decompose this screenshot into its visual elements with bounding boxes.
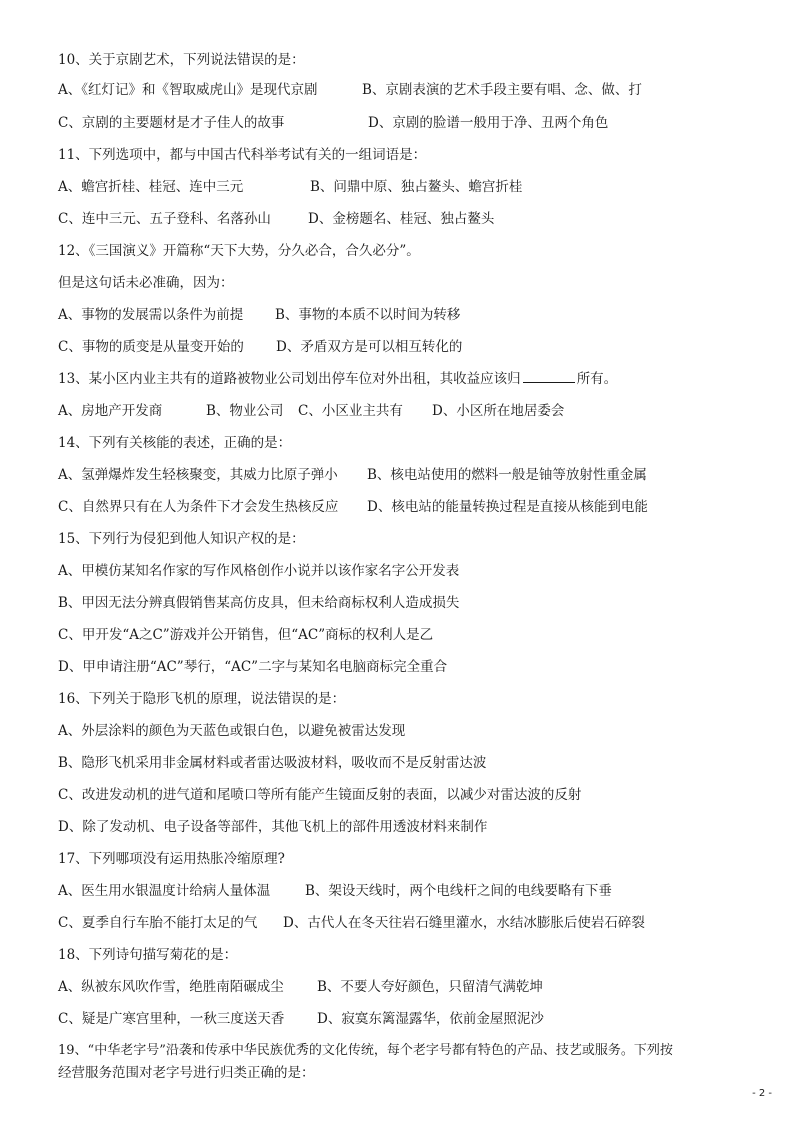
- question-10-option-c: C、京剧的主要题材是才子佳人的故事: [58, 115, 285, 131]
- question-12-option-c: C、事物的质变是从量变开始的: [58, 339, 244, 355]
- question-14-stem: 14、下列有关核能的表述，正确的是：: [58, 435, 292, 451]
- question-18-option-c: C、疑是广寒宫里种，一秋三度送天香: [58, 1011, 285, 1027]
- question-14-option-a: A、氢弹爆炸发生轻核聚变，其威力比原子弹小: [58, 467, 338, 483]
- question-12-stem: 12、《三国演义》开篇称“天下大势，分久必合，合久必分”。: [58, 243, 420, 259]
- question-15-option-a: A、甲模仿某知名作家的写作风格创作小说并以该作家名字公开发表: [58, 563, 460, 579]
- question-13-stem-before: 13、某小区内业主共有的道路被物业公司划出停车位对外出租，其收益应该归: [58, 371, 521, 387]
- question-15-option-b: B、甲因无法分辨真假销售某高仿皮具，但未给商标权利人造成损失: [58, 595, 460, 611]
- question-13-stem: [58, 370, 617, 388]
- question-13-option-b: B、物业公司: [206, 403, 284, 419]
- question-16-option-c: C、改进发动机的进气道和尾喷口等所有能产生镜面反射的表面，以减少对雷达波的反射: [58, 787, 582, 803]
- question-13-stem-after: 所有。: [576, 371, 618, 387]
- question-10-stem: 10、关于京剧艺术，下列说法错误的是：: [58, 52, 305, 68]
- question-18-option-a: A、纵被东风吹作雪，绝胜南陌碾成尘: [58, 979, 284, 995]
- question-12-option-a: A、事物的发展需以条件为前提: [58, 307, 244, 323]
- question-10-option-b: B、京剧表演的艺术手段主要有唱、念、做、打: [362, 82, 642, 98]
- question-18-option-d: D、寂寞东篱湿露华，依前金屋照泥沙: [317, 1011, 544, 1027]
- page-number: - 2 -: [752, 1088, 772, 1099]
- question-19-stem-cont: 经营服务范围对老字号进行归类正确的是：: [58, 1065, 315, 1081]
- question-18-option-b: B、不要人夸好颜色，只留清气满乾坤: [317, 979, 543, 995]
- question-12-stem-cont: 但是这句话未必准确，因为：: [58, 275, 234, 291]
- question-11-option-d: D、金榜题名、桂冠、独占鳌头: [308, 211, 495, 227]
- question-11-option-b: B、问鼎中原、独占鳌头、蟾宫折桂: [310, 179, 523, 195]
- question-10-option-d: D、京剧的脸谱一般用于净、丑两个角色: [368, 115, 609, 131]
- question-17-option-a: A、医生用水银温度计给病人量体温: [58, 883, 271, 899]
- question-12-option-d: D、矛盾双方是可以相互转化的: [276, 339, 463, 355]
- question-14-option-b: B、核电站使用的燃料一般是铀等放射性重金属: [367, 467, 647, 483]
- question-14-option-d: D、核电站的能量转换过程是直接从核能到电能: [367, 499, 648, 515]
- question-13-option-d: D、小区所在地居委会: [432, 403, 565, 419]
- question-14-option-c: C、自然界只有在人为条件下才会发生热核反应: [58, 499, 339, 515]
- question-15-option-c: C、甲开发“A之C”游戏并公开销售，但“AC”商标的权利人是乙: [58, 627, 434, 643]
- question-12-option-b: B、事物的本质不以时间为转移: [275, 307, 461, 323]
- question-15-option-d: D、甲申请注册“AC”琴行，“AC”二字与某知名电脑商标完全重合: [58, 659, 448, 675]
- question-15-stem: 15、下列行为侵犯到他人知识产权的是：: [58, 531, 305, 547]
- question-10-option-a: A、《红灯记》和《智取威虎山》是现代京剧: [58, 82, 318, 98]
- question-11-option-c: C、连中三元、五子登科、名落孙山: [58, 211, 271, 227]
- question-16-option-d: D、除了发动机、电子设备等部件，其他飞机上的部件用透波材料来制作: [58, 819, 488, 835]
- question-17-stem: 17、下列哪项没有运用热胀冷缩原理?: [58, 851, 285, 867]
- question-17-option-b: B、架设天线时，两个电线杆之间的电线要略有下垂: [305, 883, 612, 899]
- question-17-option-d: D、古代人在冬天往岩石缝里灌水，水结冰膨胀后使岩石碎裂: [283, 915, 645, 931]
- question-18-stem: 18、下列诗句描写菊花的是：: [58, 947, 238, 963]
- question-19-stem: 19、“中华老字号”沿袭和传承中华民族优秀的文化传统，每个老字号都有特色的产品、技艺或服务。下列按: [58, 1043, 673, 1058]
- question-13-option-a: A、房地产开发商: [58, 403, 163, 419]
- question-17-option-c: C、夏季自行车胎不能打太足的气: [58, 915, 258, 931]
- question-16-stem: 16、下列关于隐形飞机的原理，说法错误的是：: [58, 691, 346, 707]
- question-11-option-a: A、蟾宫折桂、桂冠、连中三元: [58, 179, 244, 195]
- question-11-stem: 11、下列选项中，都与中国古代科举考试有关的一组词语是：: [58, 147, 427, 163]
- question-16-option-a: A、外层涂料的颜色为天蓝色或银白色，以避免被雷达发现: [58, 723, 406, 739]
- answer-blank: [523, 370, 575, 383]
- question-13-option-c: C、小区业主共有: [298, 403, 403, 419]
- question-16-option-b: B、隐形飞机采用非金属材料或者雷达吸波材料，吸收而不是反射雷达波: [58, 755, 487, 771]
